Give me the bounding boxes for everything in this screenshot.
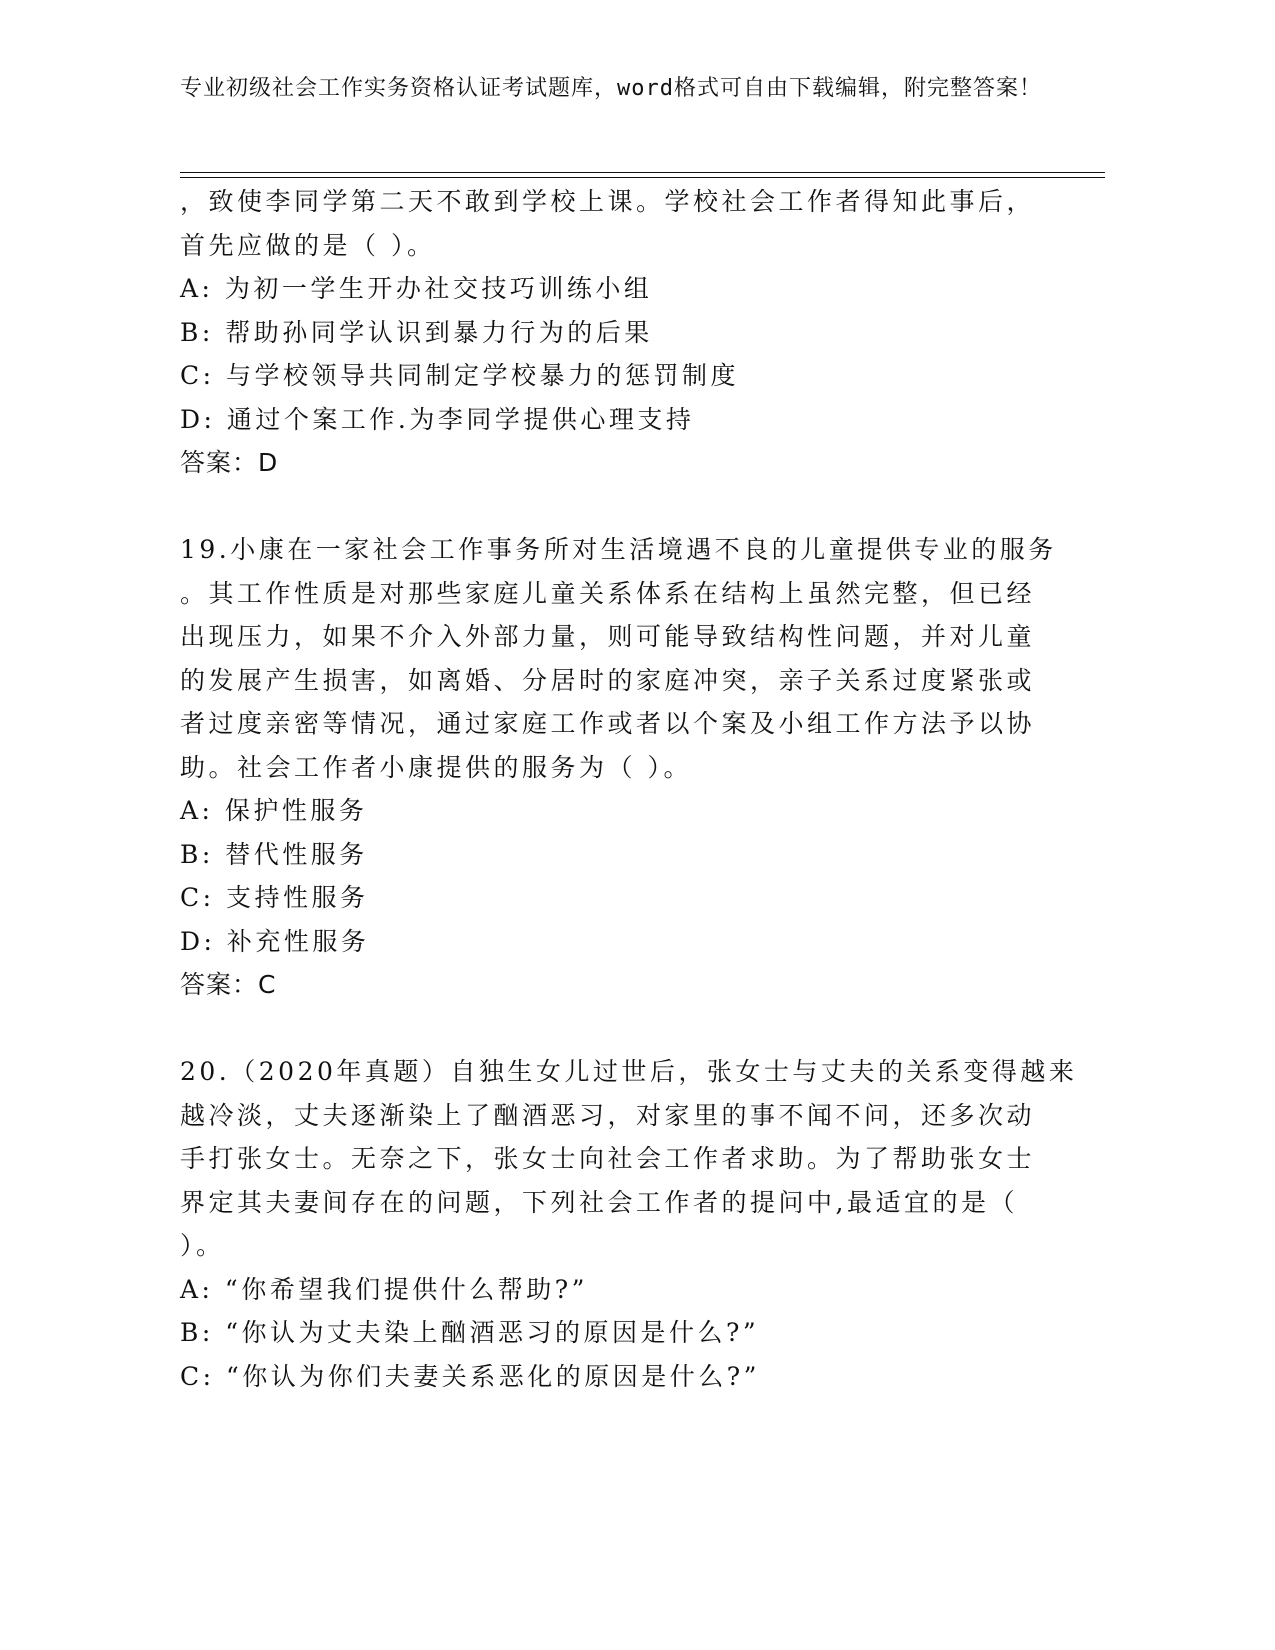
question-18 bbox=[180, 180, 1040, 485]
option-c: C: 与学校领导共同制定学校暴力的惩罚制度 bbox=[180, 361, 739, 390]
question-stem-line: ）。 bbox=[180, 1231, 225, 1260]
question-stem-line: 手打张女士。无奈之下，张女士向社会工作者求助。为了帮助张女士 bbox=[180, 1144, 1036, 1173]
question-stem-line: 。其工作性质是对那些家庭儿童关系体系在结构上虽然完整，但已经 bbox=[180, 578, 1036, 608]
option-a: A: 保护性服务 bbox=[180, 796, 368, 825]
document-body bbox=[180, 180, 1078, 1398]
question-stem-line: 的发展产生损害，如离婚、分居时的家庭冲突，亲子关系过度紧张或 bbox=[180, 665, 1036, 695]
question-stem-line: 越冷淡，丈夫逐渐染上了酗酒恶习，对家里的事不闻不问，还多次动 bbox=[180, 1100, 1036, 1130]
option-c: C: 支持性服务 bbox=[180, 883, 369, 912]
question-stem-line: 20.（2020年真题）自独生女儿过世后，张女士与丈夫的关系变得越来 bbox=[180, 1057, 1078, 1086]
question-19 bbox=[180, 528, 1057, 1007]
spacer bbox=[180, 485, 1040, 529]
header-divider bbox=[180, 172, 1105, 173]
option-d: D: 补充性服务 bbox=[180, 926, 370, 956]
question-stem-line: 出现压力，如果不介入外部力量，则可能导致结构性问题，并对儿童 bbox=[180, 622, 1036, 651]
option-a: A: “你希望我们提供什么帮助?” bbox=[180, 1274, 588, 1304]
question-stem-line: 19.小康在一家社会工作事务所对生活境遇不良的儿童提供专业的服务 bbox=[180, 535, 1057, 564]
question-stem-line: 界定其夫妻间存在的问题，下列社会工作者的提问中,最适宜的是（ bbox=[180, 1187, 1018, 1217]
answer-line: 答案：C bbox=[180, 970, 277, 999]
option-c: C: “你认为你们夫妻关系恶化的原因是什么?” bbox=[180, 1361, 760, 1391]
page-header: 专业初级社会工作实务资格认证考试题库，word格式可自由下载编辑，附完整答案！ bbox=[180, 76, 1042, 101]
option-b: B: 帮助孙同学认识到暴力行为的后果 bbox=[180, 317, 653, 347]
option-b: B: 替代性服务 bbox=[180, 839, 368, 869]
question-stem-line: 助。社会工作者小康提供的服务为（ ）。 bbox=[180, 752, 692, 782]
spacer bbox=[180, 1007, 1040, 1051]
option-b: B: “你认为丈夫染上酗酒恶习的原因是什么?” bbox=[180, 1318, 760, 1347]
header-divider-double bbox=[180, 177, 1105, 178]
question-stem-line: 者过度亲密等情况，通过家庭工作或者以个案及小组工作方法予以协 bbox=[180, 709, 1036, 738]
question-stem-line: 首先应做的是（ ）。 bbox=[180, 230, 436, 260]
question-stem-line: ，致使李同学第二天不敢到学校上课。学校社会工作者得知此事后， bbox=[180, 187, 1036, 216]
question-20 bbox=[180, 1050, 1078, 1398]
option-a: A: 为初一学生开办社交技巧训练小组 bbox=[180, 274, 653, 303]
option-d: D: 通过个案工作.为李同学提供心理支持 bbox=[180, 404, 695, 434]
answer-line: 答案：D bbox=[180, 448, 279, 477]
